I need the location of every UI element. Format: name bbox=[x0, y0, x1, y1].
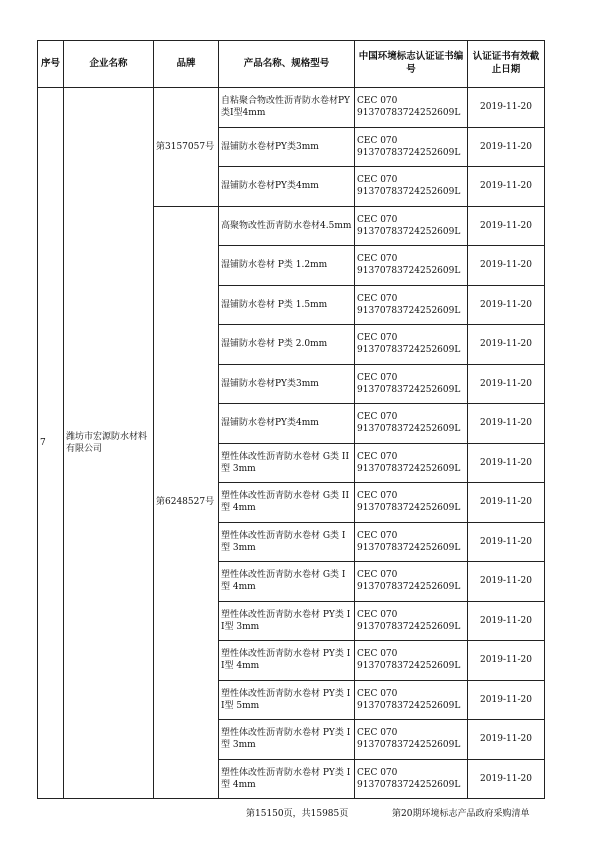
expiry-date-cell: 2019-11-20 bbox=[468, 246, 545, 286]
header-product: 产品名称、规格型号 bbox=[219, 41, 355, 88]
product-cell: 湿铺防水卷材PY类4mm bbox=[219, 404, 355, 444]
cert-code: CEC 070 bbox=[357, 214, 398, 225]
cert-number: 91370783724252609L bbox=[357, 621, 461, 632]
cert-cell bbox=[355, 443, 468, 483]
cert-code: CEC 070 bbox=[357, 767, 398, 778]
expiry-date-cell: 2019-11-20 bbox=[468, 364, 545, 404]
table-row bbox=[38, 88, 545, 128]
expiry-date-cell: 2019-11-20 bbox=[468, 562, 545, 602]
product-cell: 塑性体改性沥青防水卷材 G类 I型 3mm bbox=[219, 522, 355, 562]
cert-cell bbox=[355, 680, 468, 720]
cert-cell bbox=[355, 206, 468, 246]
product-cell: 湿铺防水卷材 P类 2.0mm bbox=[219, 325, 355, 365]
cert-code: CEC 070 bbox=[357, 570, 398, 581]
cert-cell bbox=[355, 127, 468, 167]
cert-cell bbox=[355, 601, 468, 641]
expiry-date-cell: 2019-11-20 bbox=[468, 88, 545, 128]
brand-cell: 第3157057号 bbox=[154, 88, 219, 207]
cert-number: 91370783724252609L bbox=[357, 582, 461, 593]
header-brand: 品牌 bbox=[154, 41, 219, 88]
cert-number: 91370783724252609L bbox=[357, 542, 461, 553]
cert-cell bbox=[355, 285, 468, 325]
cert-code: CEC 070 bbox=[357, 412, 398, 423]
cert-number: 91370783724252609L bbox=[357, 424, 461, 435]
expiry-date-cell: 2019-11-20 bbox=[468, 404, 545, 444]
product-cell: 塑性体改性沥青防水卷材 G类 II型 3mm bbox=[219, 443, 355, 483]
table-header-row bbox=[38, 41, 545, 88]
cert-cell bbox=[355, 483, 468, 523]
cert-code: CEC 070 bbox=[357, 372, 398, 383]
cert-cell bbox=[355, 246, 468, 286]
product-cell: 高聚物改性沥青防水卷材4.5mm bbox=[219, 206, 355, 246]
product-cell: 湿铺防水卷材PY类4mm bbox=[219, 167, 355, 207]
expiry-date-cell: 2019-11-20 bbox=[468, 522, 545, 562]
company-cell: 潍坊市宏源防水材料有限公司 bbox=[64, 88, 154, 799]
product-cell: 塑性体改性沥青防水卷材 PY类 I型 4mm bbox=[219, 759, 355, 799]
cert-number: 91370783724252609L bbox=[357, 266, 461, 277]
cert-code: CEC 070 bbox=[357, 254, 398, 265]
brand-cell: 第6248527号 bbox=[154, 206, 219, 799]
cert-cell bbox=[355, 364, 468, 404]
product-cell: 塑性体改性沥青防水卷材 PY类 II型 3mm bbox=[219, 601, 355, 641]
expiry-date-cell: 2019-11-20 bbox=[468, 601, 545, 641]
header-company: 企业名称 bbox=[64, 41, 154, 88]
seq-cell: 7 bbox=[38, 88, 64, 799]
cert-number: 91370783724252609L bbox=[357, 740, 461, 751]
expiry-date-cell: 2019-11-20 bbox=[468, 483, 545, 523]
cert-cell bbox=[355, 167, 468, 207]
expiry-date-cell: 2019-11-20 bbox=[468, 720, 545, 760]
cert-code: CEC 070 bbox=[357, 728, 398, 739]
cert-number: 91370783724252609L bbox=[357, 779, 461, 790]
product-cell: 湿铺防水卷材PY类3mm bbox=[219, 127, 355, 167]
expiry-date-cell: 2019-11-20 bbox=[468, 206, 545, 246]
cert-code: CEC 070 bbox=[357, 491, 398, 502]
cert-number: 91370783724252609L bbox=[357, 226, 461, 237]
cert-cell bbox=[355, 522, 468, 562]
cert-cell bbox=[355, 325, 468, 365]
page-number: 第15150页，共15985页 bbox=[246, 809, 349, 819]
cert-number: 91370783724252609L bbox=[357, 187, 461, 198]
product-cell: 塑性体改性沥青防水卷材 PY类 II型 4mm bbox=[219, 641, 355, 681]
cert-number: 91370783724252609L bbox=[357, 345, 461, 356]
product-cell: 塑性体改性沥青防水卷材 PY类 II型 5mm bbox=[219, 680, 355, 720]
expiry-date-cell: 2019-11-20 bbox=[468, 641, 545, 681]
cert-number: 91370783724252609L bbox=[357, 108, 461, 119]
cert-code: CEC 070 bbox=[357, 530, 398, 541]
expiry-date-cell: 2019-11-20 bbox=[468, 759, 545, 799]
cert-cell bbox=[355, 562, 468, 602]
certification-table bbox=[37, 40, 545, 799]
cert-number: 91370783724252609L bbox=[357, 305, 461, 316]
cert-code: CEC 070 bbox=[357, 451, 398, 462]
cert-cell bbox=[355, 641, 468, 681]
expiry-date-cell: 2019-11-20 bbox=[468, 325, 545, 365]
cert-cell bbox=[355, 88, 468, 128]
list-title: 第20期环境标志产品政府采购清单 bbox=[392, 809, 530, 819]
product-cell: 塑性体改性沥青防水卷材 G类 II型 4mm bbox=[219, 483, 355, 523]
cert-number: 91370783724252609L bbox=[357, 147, 461, 158]
cert-code: CEC 070 bbox=[357, 135, 398, 146]
cert-code: CEC 070 bbox=[357, 333, 398, 344]
cert-number: 91370783724252609L bbox=[357, 503, 461, 514]
product-cell: 塑性体改性沥青防水卷材 PY类 I型 3mm bbox=[219, 720, 355, 760]
header-seq: 序号 bbox=[38, 41, 64, 88]
product-cell: 湿铺防水卷材 P类 1.2mm bbox=[219, 246, 355, 286]
expiry-date-cell: 2019-11-20 bbox=[468, 680, 545, 720]
cert-cell bbox=[355, 404, 468, 444]
product-cell: 湿铺防水卷材PY类3mm bbox=[219, 364, 355, 404]
product-cell: 自粘聚合物改性沥青防水卷材PY类I型4mm bbox=[219, 88, 355, 128]
cert-code: CEC 070 bbox=[357, 96, 398, 107]
cert-number: 91370783724252609L bbox=[357, 463, 461, 474]
cert-number: 91370783724252609L bbox=[357, 384, 461, 395]
cert-code: CEC 070 bbox=[357, 609, 398, 620]
expiry-date-cell: 2019-11-20 bbox=[468, 127, 545, 167]
header-date: 认证证书有效截止日期 bbox=[468, 41, 545, 88]
table-body bbox=[38, 88, 545, 799]
cert-cell bbox=[355, 720, 468, 760]
expiry-date-cell: 2019-11-20 bbox=[468, 285, 545, 325]
cert-number: 91370783724252609L bbox=[357, 700, 461, 711]
product-cell: 塑性体改性沥青防水卷材 G类 I型 4mm bbox=[219, 562, 355, 602]
cert-number: 91370783724252609L bbox=[357, 661, 461, 672]
expiry-date-cell: 2019-11-20 bbox=[468, 443, 545, 483]
cert-code: CEC 070 bbox=[357, 688, 398, 699]
cert-code: CEC 070 bbox=[357, 649, 398, 660]
cert-cell bbox=[355, 759, 468, 799]
expiry-date-cell: 2019-11-20 bbox=[468, 167, 545, 207]
header-cert: 中国环境标志认证证书编号 bbox=[355, 41, 468, 88]
cert-code: CEC 070 bbox=[357, 293, 398, 304]
cert-code: CEC 070 bbox=[357, 175, 398, 186]
product-cell: 湿铺防水卷材 P类 1.5mm bbox=[219, 285, 355, 325]
